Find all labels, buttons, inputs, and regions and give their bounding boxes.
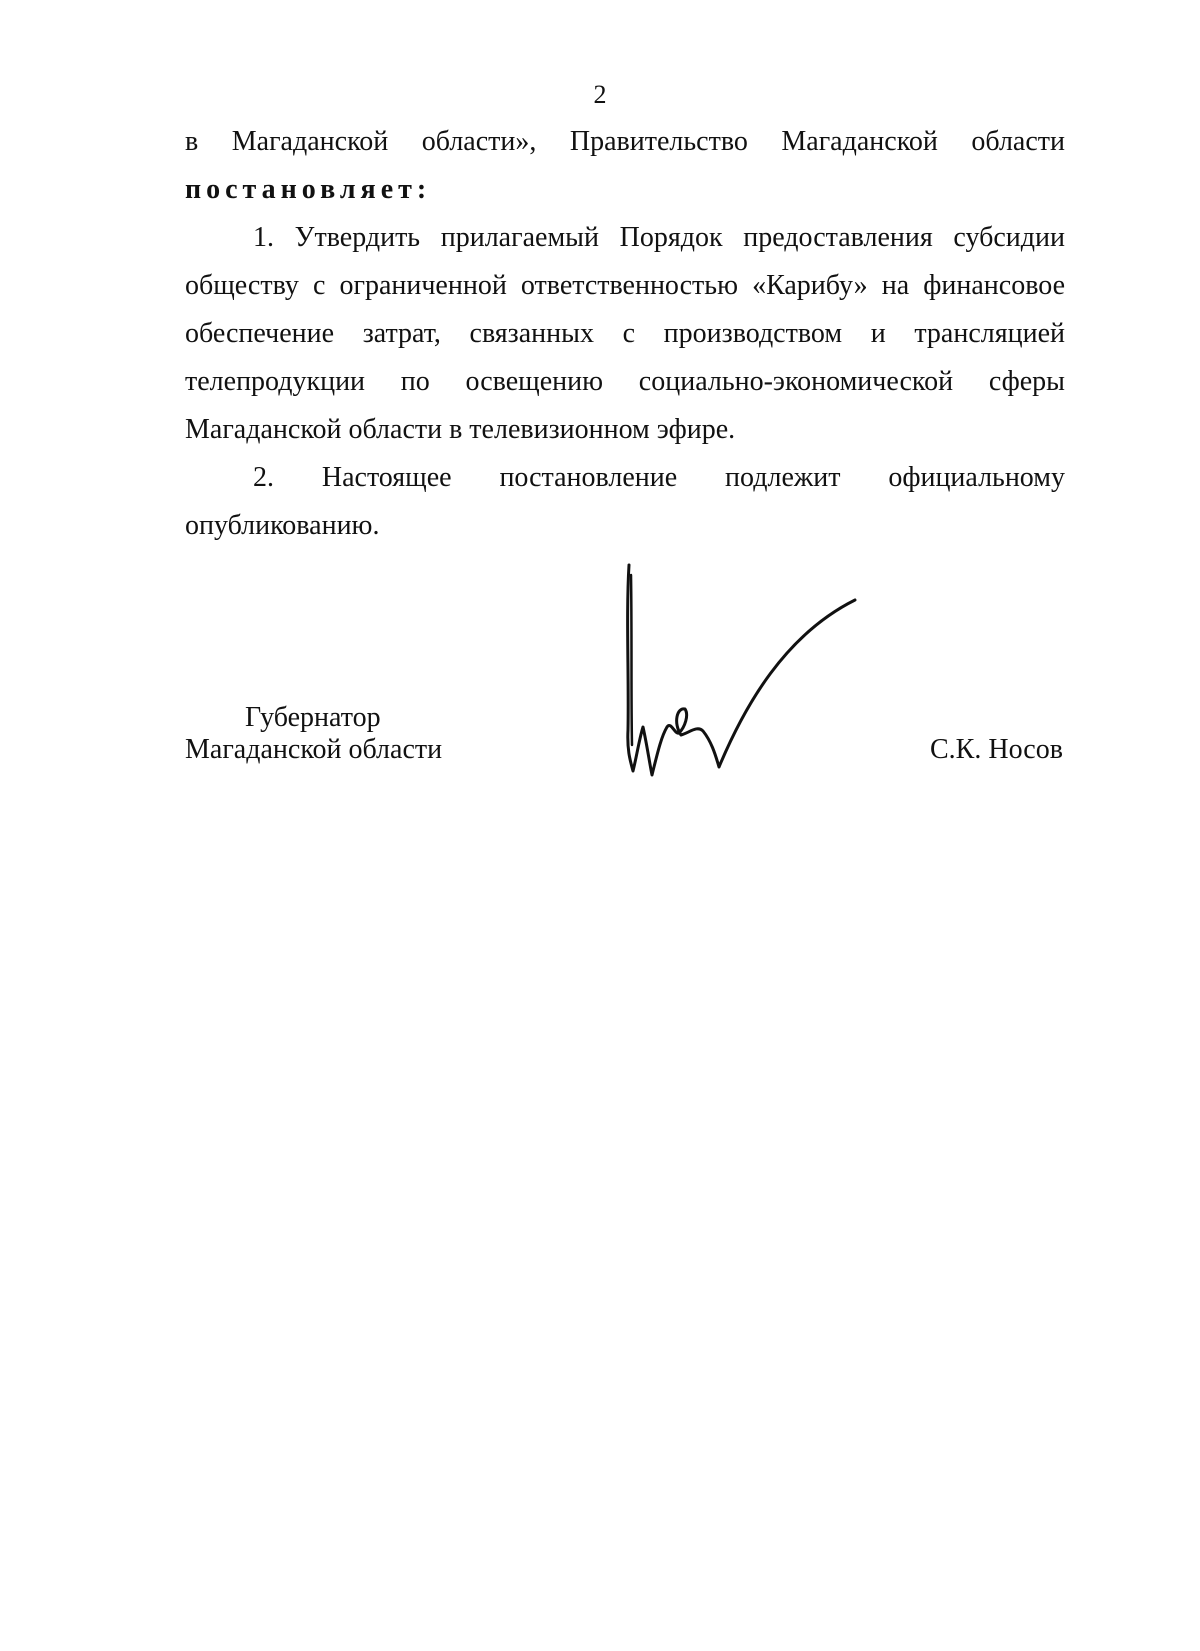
body-line: в Магаданской области», Правительство Магаданской области [185,126,1065,157]
decree-word-text: постановляет [185,174,417,205]
item2-line: 2. Настоящее постановление подлежит официальному [253,462,1065,493]
decree-colon: : [416,174,432,205]
signatory-title-line: Губернатор [245,702,381,733]
item1-line: обеспечение затрат, связанных с производством и трансляцией [185,318,1065,349]
item1-line: обществу с ограниченной ответственностью «Карибу» на финансовое [185,270,1065,301]
item1-line: 1. Утвердить прилагаемый Порядок предоставления субсидии [253,222,1065,253]
document-body [185,118,1065,550]
signatory-title-line: Магаданской области [185,734,443,765]
page-number: 2 [593,80,607,109]
signatory-name: С.К. Носов [930,734,1063,765]
item1-line: телепродукции по освещению социально-экономической сферы [185,366,1065,397]
decree-word [185,166,1065,214]
item2-line: опубликованию. [185,510,380,541]
item1-line: Магаданской области в телевизионном эфире. [185,414,736,445]
signatory-title [185,702,442,766]
handwritten-signature [615,555,875,795]
